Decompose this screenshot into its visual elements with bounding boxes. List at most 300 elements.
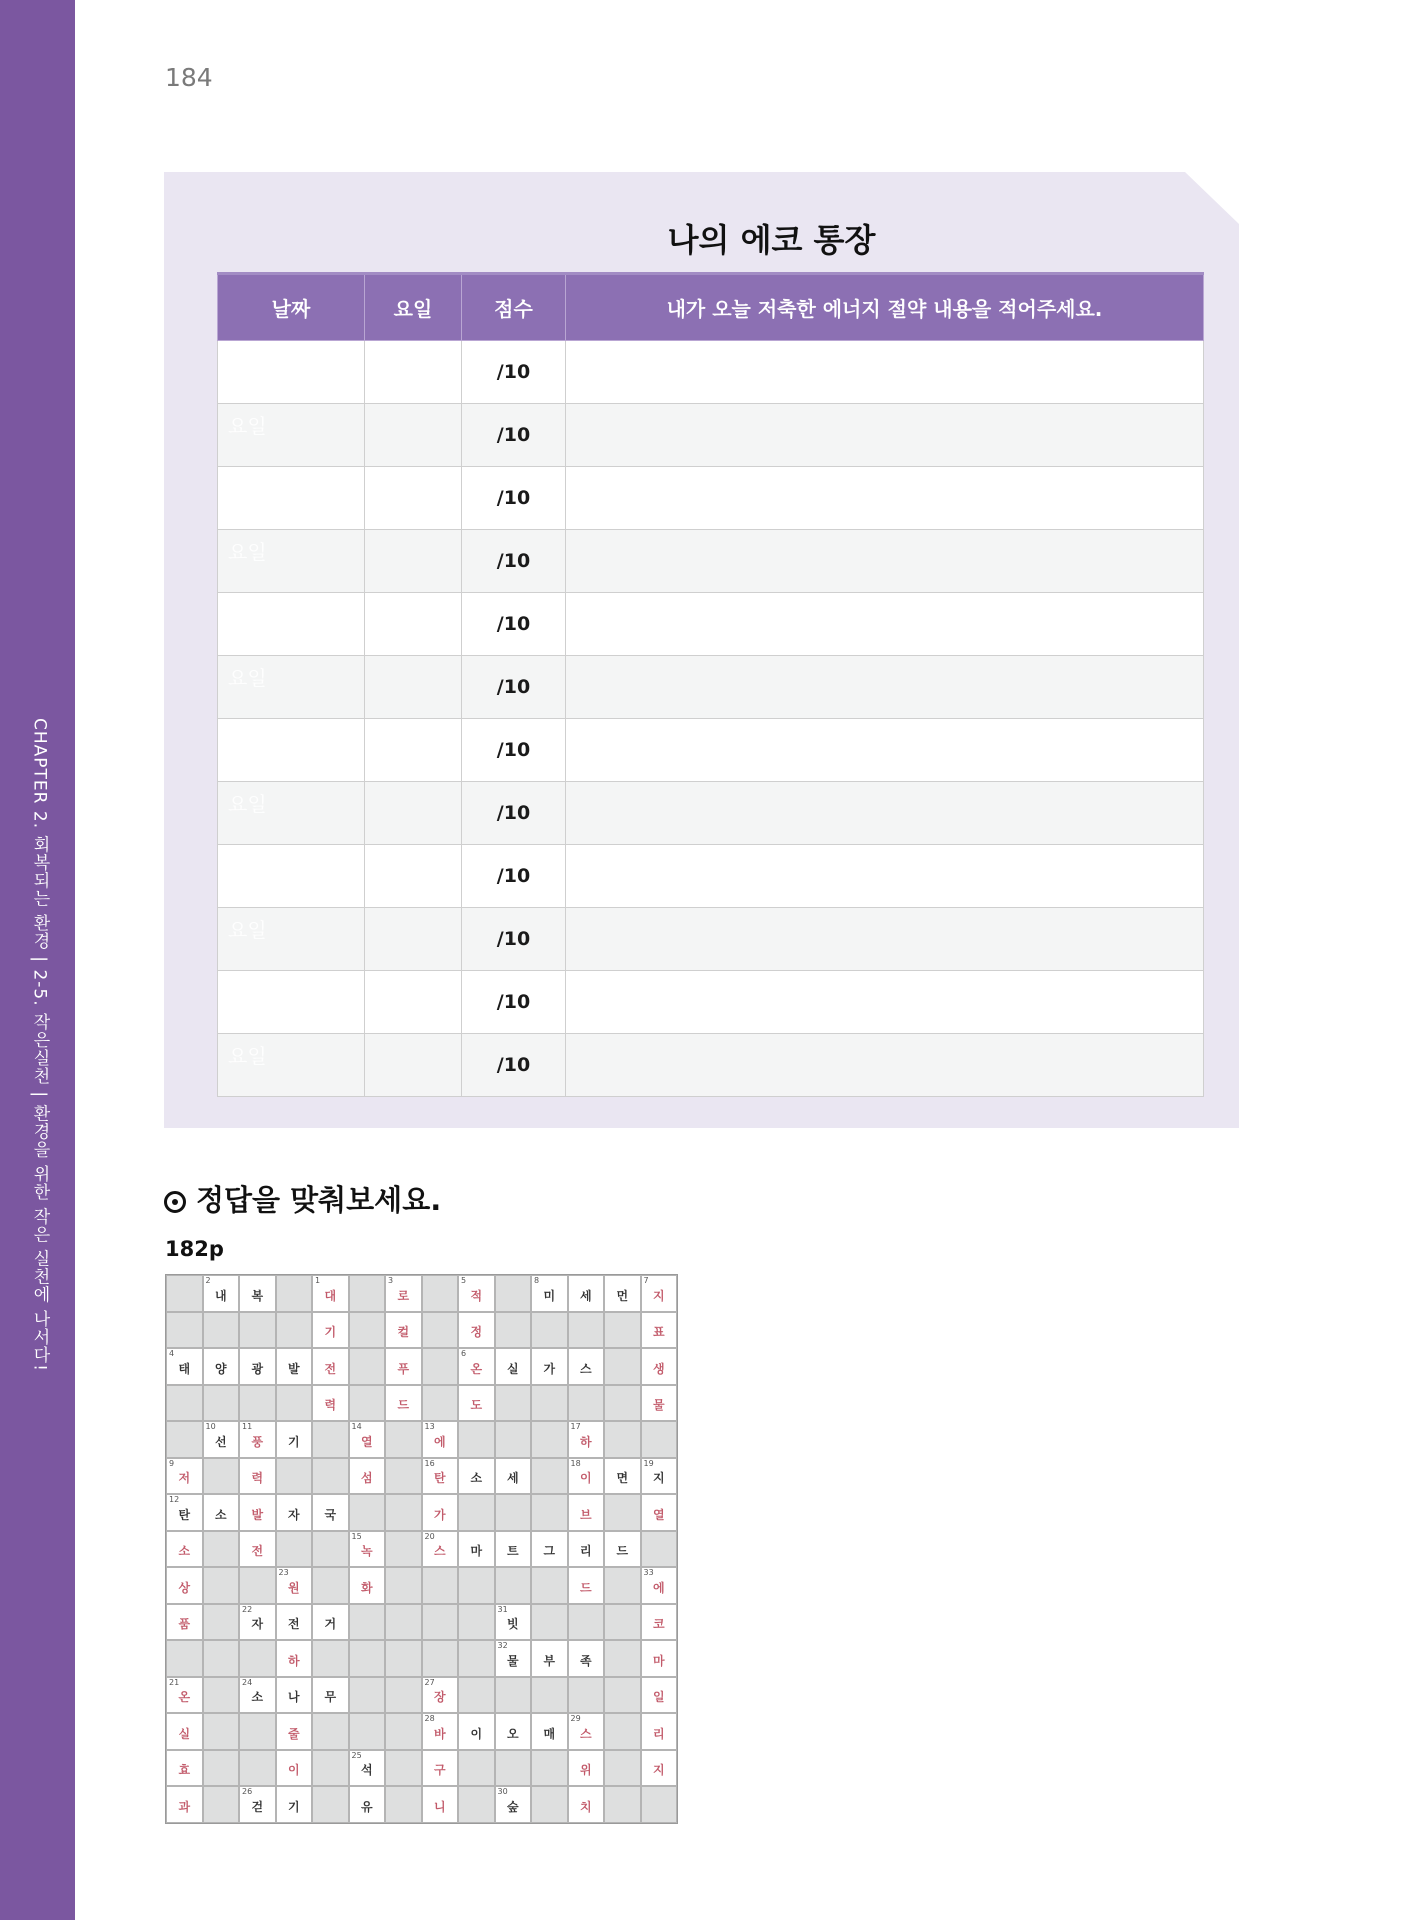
crossword-blank-cell bbox=[531, 1786, 568, 1823]
crossword-cell bbox=[531, 1348, 568, 1385]
crossword-letter: 유 bbox=[360, 1799, 373, 1814]
crossword-cell bbox=[312, 1385, 349, 1422]
clue-number: 10 bbox=[205, 1422, 216, 1431]
crossword-blank-cell bbox=[531, 1567, 568, 1604]
crossword-blank-cell bbox=[203, 1677, 240, 1714]
table-row bbox=[218, 530, 1204, 593]
crossword-blank-cell bbox=[239, 1640, 276, 1677]
crossword-blank-cell bbox=[349, 1385, 386, 1422]
table-row bbox=[218, 1034, 1204, 1097]
clue-number: 26 bbox=[242, 1787, 253, 1796]
crossword-cell bbox=[239, 1421, 276, 1458]
table-row bbox=[218, 467, 1204, 530]
notes-cell[interactable] bbox=[566, 971, 1204, 1034]
crossword-cell bbox=[495, 1531, 532, 1568]
crossword-letter: 스 bbox=[433, 1544, 446, 1559]
table-row bbox=[218, 341, 1204, 404]
clue-number: 33 bbox=[643, 1568, 654, 1577]
crossword-blank-cell bbox=[276, 1458, 313, 1495]
date-cell[interactable] bbox=[218, 404, 365, 467]
crossword-blank-cell bbox=[458, 1786, 495, 1823]
day-cell[interactable] bbox=[365, 782, 462, 845]
notes-cell[interactable] bbox=[566, 719, 1204, 782]
crossword-cell bbox=[385, 1312, 422, 1349]
crossword-cell bbox=[458, 1312, 495, 1349]
header-score: 점수 bbox=[462, 274, 566, 341]
crossword-cell bbox=[568, 1567, 605, 1604]
crossword-blank-cell bbox=[422, 1312, 459, 1349]
notes-cell[interactable] bbox=[566, 782, 1204, 845]
crossword-blank-cell bbox=[531, 1604, 568, 1641]
table-row bbox=[218, 782, 1204, 845]
crossword-blank-cell bbox=[203, 1312, 240, 1349]
crossword-cell bbox=[458, 1458, 495, 1495]
crossword-blank-cell bbox=[385, 1677, 422, 1714]
crossword-cell bbox=[166, 1786, 203, 1823]
crossword-cell bbox=[641, 1348, 678, 1385]
crossword-letter: 면 bbox=[616, 1471, 629, 1486]
crossword-blank-cell bbox=[422, 1604, 459, 1641]
date-cell[interactable] bbox=[218, 593, 365, 656]
crossword-blank-cell bbox=[203, 1750, 240, 1787]
crossword-letter: 물 bbox=[652, 1398, 665, 1413]
crossword-cell bbox=[422, 1531, 459, 1568]
table-row bbox=[218, 845, 1204, 908]
day-cell[interactable] bbox=[365, 908, 462, 971]
crossword-blank-cell bbox=[531, 1677, 568, 1714]
crossword-blank-cell bbox=[276, 1275, 313, 1312]
crossword-cell bbox=[276, 1604, 313, 1641]
clue-number: 22 bbox=[242, 1604, 253, 1614]
crossword-letter: 하 bbox=[287, 1653, 300, 1668]
score-cell[interactable]: /10 bbox=[462, 971, 566, 1034]
crossword-blank-cell bbox=[312, 1750, 349, 1787]
crossword-letter: 드 bbox=[616, 1544, 629, 1559]
crossword-cell bbox=[458, 1713, 495, 1750]
crossword-letter: 가 bbox=[433, 1507, 446, 1522]
crossword-blank-cell bbox=[531, 1421, 568, 1458]
crossword-cell bbox=[312, 1312, 349, 1349]
answer-title bbox=[164, 1178, 441, 1219]
crossword-cell bbox=[166, 1750, 203, 1787]
crossword-blank-cell bbox=[531, 1750, 568, 1787]
day-cell[interactable] bbox=[365, 593, 462, 656]
crossword-cell bbox=[422, 1458, 459, 1495]
crossword-cell bbox=[276, 1677, 313, 1714]
crossword-blank-cell bbox=[349, 1312, 386, 1349]
date-cell[interactable] bbox=[218, 971, 365, 1034]
notes-cell[interactable] bbox=[566, 404, 1204, 467]
score-cell[interactable]: /10 bbox=[462, 656, 566, 719]
date-cell[interactable] bbox=[218, 530, 365, 593]
crossword-letter: 품 bbox=[178, 1617, 191, 1632]
crossword-blank-cell bbox=[422, 1348, 459, 1385]
crossword-blank-cell bbox=[604, 1750, 641, 1787]
crossword-letter: 드 bbox=[397, 1398, 410, 1413]
crossword-letter: 력 bbox=[324, 1398, 337, 1413]
date-cell[interactable] bbox=[218, 908, 365, 971]
crossword-cell bbox=[495, 1348, 532, 1385]
eco-book-table bbox=[217, 272, 1204, 1097]
crossword-cell bbox=[239, 1348, 276, 1385]
crossword-letter: 전 bbox=[251, 1544, 264, 1559]
crossword-cell bbox=[166, 1604, 203, 1641]
crossword-cell bbox=[349, 1531, 386, 1568]
crossword-cell bbox=[203, 1275, 240, 1312]
clue-number: 18 bbox=[570, 1458, 581, 1468]
crossword-blank-cell bbox=[312, 1458, 349, 1495]
date-cell[interactable] bbox=[218, 845, 365, 908]
crossword-letter: 브 bbox=[579, 1507, 592, 1522]
crossword-letter: 리 bbox=[579, 1544, 592, 1559]
crossword-cell bbox=[531, 1275, 568, 1312]
crossword-cell bbox=[422, 1786, 459, 1823]
crossword-blank-cell bbox=[531, 1312, 568, 1349]
crossword-cell bbox=[276, 1567, 313, 1604]
crossword-blank-cell bbox=[641, 1421, 678, 1458]
crossword-cell bbox=[349, 1786, 386, 1823]
crossword-blank-cell bbox=[495, 1275, 532, 1312]
clue-number: 6 bbox=[461, 1349, 467, 1358]
crossword-letter: 지 bbox=[652, 1471, 665, 1486]
crossword-blank-cell bbox=[495, 1677, 532, 1714]
crossword-blank-cell bbox=[385, 1786, 422, 1823]
score-cell[interactable]: /10 bbox=[462, 719, 566, 782]
crossword-blank-cell bbox=[166, 1312, 203, 1349]
ghost-day-label: 요일 bbox=[228, 414, 267, 438]
crossword-cell bbox=[422, 1713, 459, 1750]
day-cell[interactable] bbox=[365, 404, 462, 467]
crossword-blank-cell bbox=[385, 1531, 422, 1568]
clue-number: 21 bbox=[169, 1677, 180, 1687]
crossword-blank-cell bbox=[604, 1713, 641, 1750]
clue-number: 8 bbox=[534, 1276, 540, 1285]
crossword-cell bbox=[276, 1750, 313, 1787]
crossword-blank-cell bbox=[276, 1312, 313, 1349]
crossword-cell bbox=[604, 1531, 641, 1568]
crossword-blank-cell bbox=[349, 1348, 386, 1385]
header-date: 날짜 bbox=[218, 274, 365, 341]
crossword-letter: 마 bbox=[652, 1653, 665, 1668]
crossword-cell bbox=[166, 1531, 203, 1568]
crossword-cell bbox=[568, 1713, 605, 1750]
crossword-letter: 이 bbox=[287, 1763, 300, 1778]
ghost-day-label: 요일 bbox=[228, 1044, 267, 1068]
crossword-blank-cell bbox=[568, 1385, 605, 1422]
crossword-cell bbox=[568, 1421, 605, 1458]
crossword-letter: 코 bbox=[652, 1617, 665, 1632]
crossword-cell bbox=[239, 1786, 276, 1823]
answer-title-text: 정답을 맞춰보세요. bbox=[196, 1183, 442, 1217]
crossword-cell bbox=[422, 1750, 459, 1787]
crossword-cell bbox=[239, 1494, 276, 1531]
crossword-cell bbox=[458, 1348, 495, 1385]
crossword-blank-cell bbox=[166, 1640, 203, 1677]
crossword-cell bbox=[458, 1385, 495, 1422]
crossword-cell bbox=[422, 1677, 459, 1714]
date-cell[interactable] bbox=[218, 719, 365, 782]
crossword-letter: 녹 bbox=[360, 1544, 373, 1559]
ghost-day-label: 요일 bbox=[228, 792, 267, 816]
crossword-blank-cell bbox=[385, 1421, 422, 1458]
crossword-blank-cell bbox=[604, 1312, 641, 1349]
crossword-letter: 과 bbox=[178, 1799, 191, 1814]
crossword-cell bbox=[166, 1677, 203, 1714]
crossword-cell bbox=[312, 1348, 349, 1385]
header-day: 요일 bbox=[365, 274, 462, 341]
crossword-blank-cell bbox=[312, 1567, 349, 1604]
crossword-blank-cell bbox=[458, 1604, 495, 1641]
clue-number: 12 bbox=[169, 1495, 180, 1504]
crossword-cell bbox=[385, 1275, 422, 1312]
crossword-letter: 일 bbox=[652, 1690, 665, 1705]
notes-cell[interactable] bbox=[566, 908, 1204, 971]
day-cell[interactable] bbox=[365, 530, 462, 593]
clue-number: 25 bbox=[351, 1750, 362, 1760]
crossword-letter: 섬 bbox=[360, 1471, 373, 1486]
crossword-letter: 스 bbox=[579, 1361, 592, 1376]
clue-number: 11 bbox=[242, 1422, 253, 1431]
crossword-letter: 열 bbox=[652, 1507, 665, 1522]
crossword-cell bbox=[385, 1385, 422, 1422]
day-cell[interactable] bbox=[365, 656, 462, 719]
crossword-cell bbox=[276, 1713, 313, 1750]
crossword-blank-cell bbox=[312, 1640, 349, 1677]
crossword-letter: 줄 bbox=[287, 1726, 300, 1741]
crossword-blank-cell bbox=[203, 1604, 240, 1641]
crossword-blank-cell bbox=[385, 1458, 422, 1495]
score-cell[interactable]: /10 bbox=[462, 404, 566, 467]
crossword-letter: 로 bbox=[397, 1288, 410, 1303]
day-cell[interactable] bbox=[365, 845, 462, 908]
score-cell[interactable]: /10 bbox=[462, 908, 566, 971]
crossword-blank-cell bbox=[276, 1531, 313, 1568]
day-cell[interactable] bbox=[365, 341, 462, 404]
crossword-letter: 하 bbox=[579, 1434, 592, 1449]
score-cell[interactable]: /10 bbox=[462, 1034, 566, 1097]
crossword-cell bbox=[568, 1750, 605, 1787]
crossword-cell bbox=[312, 1275, 349, 1312]
clue-number: 14 bbox=[351, 1422, 362, 1431]
crossword-letter: 걷 bbox=[251, 1799, 264, 1814]
crossword-letter: 국 bbox=[324, 1507, 337, 1522]
crossword-cell bbox=[604, 1458, 641, 1495]
crossword-blank-cell bbox=[604, 1567, 641, 1604]
crossword-letter: 거 bbox=[324, 1617, 337, 1632]
crossword-cell bbox=[203, 1494, 240, 1531]
crossword-cell bbox=[312, 1677, 349, 1714]
crossword-blank-cell bbox=[604, 1385, 641, 1422]
crossword-letter: 전 bbox=[324, 1361, 337, 1376]
crossword-blank-cell bbox=[276, 1385, 313, 1422]
table-row bbox=[218, 971, 1204, 1034]
crossword-blank-cell bbox=[166, 1385, 203, 1422]
crossword-blank-cell bbox=[458, 1750, 495, 1787]
crossword-blank-cell bbox=[604, 1494, 641, 1531]
score-cell[interactable]: /10 bbox=[462, 467, 566, 530]
clue-number: 1 bbox=[315, 1276, 321, 1285]
crossword-letter: 오 bbox=[506, 1726, 519, 1741]
table-row bbox=[218, 908, 1204, 971]
crossword-blank-cell bbox=[568, 1604, 605, 1641]
crossword-letter: 컬 bbox=[397, 1325, 410, 1340]
notes-cell[interactable] bbox=[566, 656, 1204, 719]
crossword-letter: 발 bbox=[287, 1361, 300, 1376]
crossword-blank-cell bbox=[203, 1567, 240, 1604]
crossword-letter: 먼 bbox=[616, 1288, 629, 1303]
crossword-cell bbox=[276, 1494, 313, 1531]
crossword-blank-cell bbox=[239, 1750, 276, 1787]
crossword-letter: 태 bbox=[178, 1361, 191, 1376]
crossword-blank-cell bbox=[385, 1640, 422, 1677]
date-cell[interactable] bbox=[218, 341, 365, 404]
crossword-blank-cell bbox=[604, 1786, 641, 1823]
target-icon bbox=[164, 1191, 186, 1213]
clue-number: 4 bbox=[169, 1349, 175, 1358]
crossword-letter: 이 bbox=[579, 1471, 592, 1486]
crossword-blank-cell bbox=[203, 1786, 240, 1823]
crossword-letter: 원 bbox=[287, 1580, 300, 1595]
crossword-letter: 물 bbox=[506, 1653, 519, 1668]
crossword-blank-cell bbox=[641, 1786, 678, 1823]
table-row bbox=[218, 404, 1204, 467]
crossword-cell bbox=[349, 1458, 386, 1495]
clue-number: 2 bbox=[205, 1276, 211, 1285]
crossword-letter: 온 bbox=[178, 1690, 191, 1705]
crossword-blank-cell bbox=[349, 1494, 386, 1531]
crossword-cell bbox=[641, 1567, 678, 1604]
crossword-cell bbox=[641, 1604, 678, 1641]
clue-number: 7 bbox=[643, 1276, 649, 1285]
crossword-blank-cell bbox=[568, 1677, 605, 1714]
clue-number: 23 bbox=[278, 1568, 289, 1577]
crossword-blank-cell bbox=[604, 1640, 641, 1677]
day-cell[interactable] bbox=[365, 971, 462, 1034]
crossword-letter: 나 bbox=[287, 1690, 300, 1705]
crossword-cell bbox=[641, 1677, 678, 1714]
crossword-letter: 표 bbox=[652, 1325, 665, 1340]
crossword-blank-cell bbox=[349, 1713, 386, 1750]
crossword-letter: 내 bbox=[214, 1288, 227, 1303]
crossword-cell bbox=[568, 1531, 605, 1568]
clue-number: 32 bbox=[497, 1641, 508, 1650]
crossword-cell bbox=[312, 1604, 349, 1641]
notes-cell[interactable] bbox=[566, 467, 1204, 530]
crossword-cell bbox=[495, 1786, 532, 1823]
crossword-cell bbox=[239, 1677, 276, 1714]
crossword-letter: 빗 bbox=[506, 1617, 519, 1632]
score-cell[interactable]: /10 bbox=[462, 593, 566, 656]
day-cell[interactable] bbox=[365, 467, 462, 530]
crossword-grid bbox=[165, 1274, 678, 1824]
notes-cell[interactable] bbox=[566, 593, 1204, 656]
crossword-blank-cell bbox=[349, 1640, 386, 1677]
date-cell[interactable] bbox=[218, 1034, 365, 1097]
day-cell[interactable] bbox=[365, 1034, 462, 1097]
crossword-letter: 소 bbox=[214, 1507, 227, 1522]
date-cell[interactable] bbox=[218, 782, 365, 845]
crossword-cell bbox=[312, 1494, 349, 1531]
crossword-cell bbox=[641, 1494, 678, 1531]
notes-cell[interactable] bbox=[566, 341, 1204, 404]
crossword-blank-cell bbox=[495, 1494, 532, 1531]
crossword-blank-cell bbox=[203, 1640, 240, 1677]
crossword-blank-cell bbox=[422, 1275, 459, 1312]
crossword-letter: 저 bbox=[178, 1471, 191, 1486]
notes-cell[interactable] bbox=[566, 530, 1204, 593]
ghost-day-label: 요일 bbox=[228, 666, 267, 690]
crossword-letter: 실 bbox=[178, 1726, 191, 1741]
crossword-letter: 무 bbox=[324, 1690, 337, 1705]
crossword-blank-cell bbox=[422, 1385, 459, 1422]
score-cell[interactable]: /10 bbox=[462, 530, 566, 593]
score-cell[interactable]: /10 bbox=[462, 341, 566, 404]
crossword-cell bbox=[568, 1494, 605, 1531]
header-notes: 내가 오늘 저축한 에너지 절약 내용을 적어주세요. bbox=[566, 274, 1204, 341]
crossword-letter: 세 bbox=[579, 1288, 592, 1303]
clue-number: 24 bbox=[242, 1677, 253, 1687]
crossword-blank-cell bbox=[458, 1494, 495, 1531]
crossword-letter: 열 bbox=[360, 1434, 373, 1449]
crossword-cell bbox=[276, 1348, 313, 1385]
clue-number: 30 bbox=[497, 1787, 508, 1796]
crossword-cell bbox=[203, 1421, 240, 1458]
crossword-cell bbox=[349, 1421, 386, 1458]
crossword-letter: 도 bbox=[470, 1398, 483, 1413]
crossword-blank-cell bbox=[349, 1275, 386, 1312]
notes-cell[interactable] bbox=[566, 1034, 1204, 1097]
crossword-letter: 상 bbox=[178, 1580, 191, 1595]
crossword-letter: 탄 bbox=[178, 1507, 191, 1522]
crossword-letter: 이 bbox=[470, 1726, 483, 1741]
ghost-day-label: 요일 bbox=[228, 540, 267, 564]
crossword-letter: 매 bbox=[543, 1726, 556, 1741]
day-cell[interactable] bbox=[365, 719, 462, 782]
score-cell[interactable]: /10 bbox=[462, 845, 566, 908]
clue-number: 15 bbox=[351, 1531, 362, 1541]
clue-number: 27 bbox=[424, 1677, 435, 1687]
crossword-blank-cell bbox=[239, 1385, 276, 1422]
crossword-letter: 지 bbox=[652, 1288, 665, 1303]
crossword-cell bbox=[166, 1494, 203, 1531]
crossword-cell bbox=[568, 1786, 605, 1823]
crossword-cell bbox=[239, 1531, 276, 1568]
crossword-letter: 그 bbox=[543, 1544, 556, 1559]
notes-cell[interactable] bbox=[566, 845, 1204, 908]
crossword-cell bbox=[495, 1713, 532, 1750]
clue-number: 13 bbox=[424, 1422, 435, 1431]
crossword-blank-cell bbox=[312, 1421, 349, 1458]
crossword-letter: 치 bbox=[579, 1799, 592, 1814]
table-row bbox=[218, 593, 1204, 656]
date-cell[interactable] bbox=[218, 656, 365, 719]
table-row bbox=[218, 656, 1204, 719]
crossword-letter: 구 bbox=[433, 1763, 446, 1778]
crossword-letter: 적 bbox=[470, 1288, 483, 1303]
crossword-cell bbox=[568, 1640, 605, 1677]
clue-number: 9 bbox=[169, 1458, 175, 1468]
crossword-blank-cell bbox=[531, 1385, 568, 1422]
crossword-letter: 전 bbox=[287, 1617, 300, 1632]
crossword-blank-cell bbox=[531, 1494, 568, 1531]
crossword-blank-cell bbox=[604, 1604, 641, 1641]
clue-number: 3 bbox=[388, 1276, 394, 1285]
crossword-blank-cell bbox=[385, 1494, 422, 1531]
crossword-blank-cell bbox=[495, 1312, 532, 1349]
date-cell[interactable] bbox=[218, 467, 365, 530]
crossword-cell bbox=[641, 1385, 678, 1422]
score-cell[interactable]: /10 bbox=[462, 782, 566, 845]
